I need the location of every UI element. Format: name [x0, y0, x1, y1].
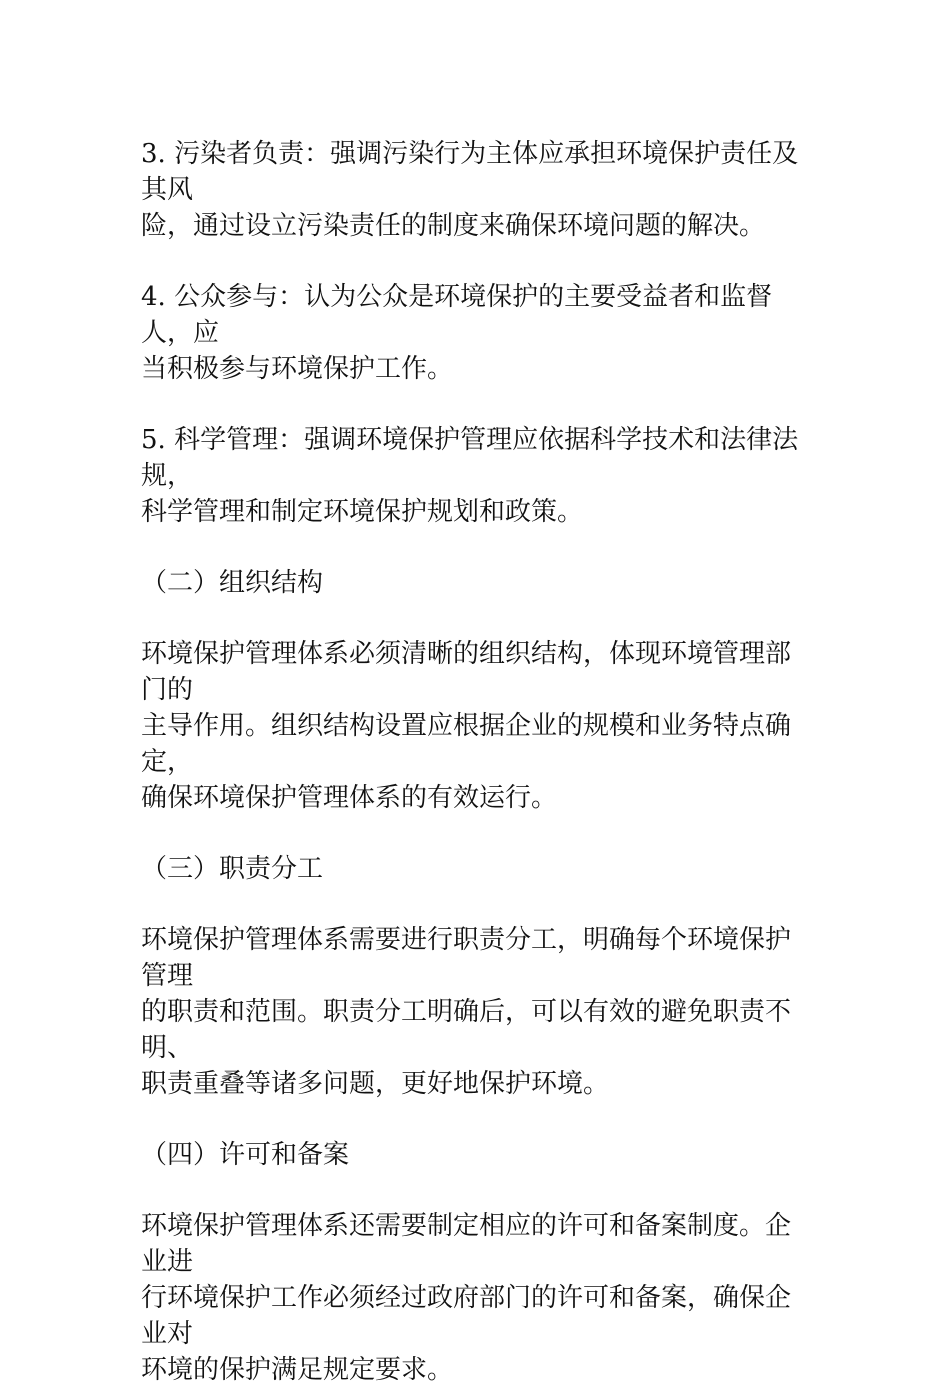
- text-line: 行环境保护工作必须经过政府部门的许可和备案，确保企业对: [141, 1283, 792, 1349]
- document-page: [141, 136, 813, 1388]
- text-line: 的职责和范围。职责分工明确后，可以有效的避免职责不明、: [141, 997, 792, 1063]
- text-line: 5. 科学管理：强调环境保护管理应依据科学技术和法律法规，: [141, 425, 799, 491]
- heading-text: （四）许可和备案: [141, 1140, 350, 1170]
- paragraph-permits: [141, 1208, 813, 1388]
- section-heading-organization: [141, 565, 813, 601]
- text-line: 职责重叠等诸多问题，更好地保护环境。: [141, 1069, 610, 1099]
- paragraph-scientific-management: [141, 422, 813, 530]
- paragraph-polluter-responsibility: [141, 136, 813, 244]
- text-line: 环境保护管理体系必须清晰的组织结构，体现环境管理部门的: [141, 639, 792, 705]
- text-line: 当积极参与环境保护工作。: [141, 354, 454, 384]
- text-line: 险，通过设立污染责任的制度来确保环境问题的解决。: [141, 211, 766, 241]
- text-line: 确保环境保护管理体系的有效运行。: [141, 783, 558, 813]
- paragraph-organization: [141, 636, 813, 816]
- section-heading-permits: [141, 1137, 813, 1173]
- text-line: 环境保护管理体系还需要制定相应的许可和备案制度。企业进: [141, 1211, 792, 1277]
- text-line: 科学管理和制定环境保护规划和政策。: [141, 497, 584, 527]
- text-line: 环境的保护满足规定要求。: [141, 1355, 454, 1385]
- text-line: 3. 污染者负责：强调污染行为主体应承担环境保护责任及其风: [141, 139, 799, 205]
- paragraph-public-participation: [141, 279, 813, 387]
- section-heading-responsibilities: [141, 851, 813, 887]
- text-line: 4. 公众参与：认为公众是环境保护的主要受益者和监督人，应: [141, 282, 773, 348]
- heading-text: （三）职责分工: [141, 854, 324, 884]
- text-line: 主导作用。组织结构设置应根据企业的规模和业务特点确定，: [141, 711, 792, 777]
- heading-text: （二）组织结构: [141, 568, 324, 598]
- text-line: 环境保护管理体系需要进行职责分工，明确每个环境保护管理: [141, 925, 792, 991]
- paragraph-responsibilities: [141, 922, 813, 1102]
